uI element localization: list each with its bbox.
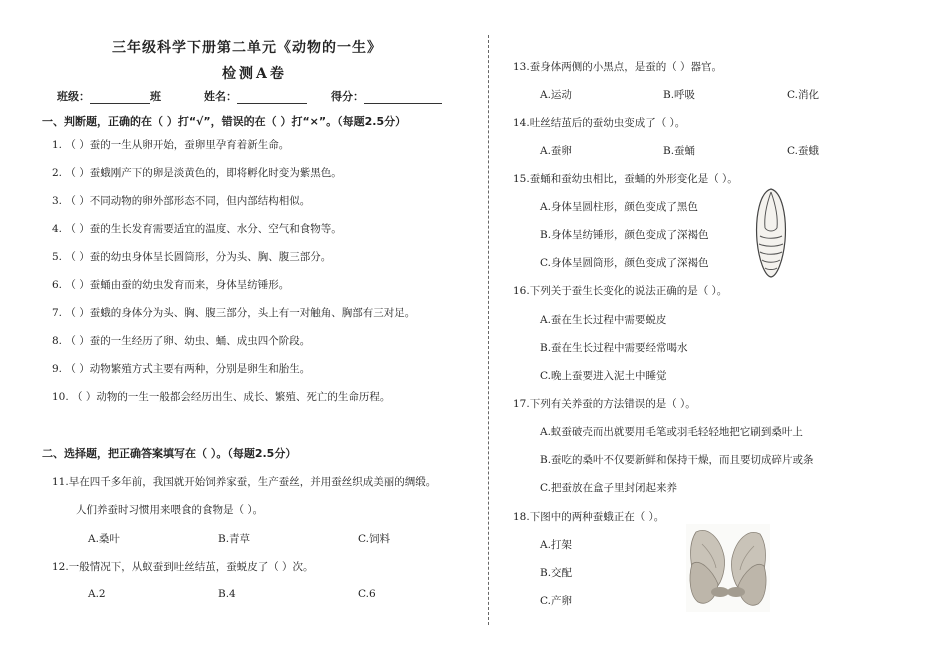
q18-option-a[interactable]: A.打架	[540, 539, 572, 551]
judge-item: 3. （ ）不同动物的卵外部形态不同，但内部结构相似。	[52, 195, 311, 207]
q17-option-a[interactable]: A.蚁蚕破壳而出就要用毛笔或羽毛轻轻地把它刷到桑叶上	[540, 426, 803, 438]
page-title: 三年级科学下册第二单元《动物的一生》	[112, 40, 382, 56]
page-subtitle: 检测A卷	[222, 66, 287, 82]
pupa-illustration	[752, 186, 790, 280]
judge-item: 6. （ ）蚕蛹由蚕的幼虫发育而来，身体呈纺锤形。	[52, 279, 290, 291]
question-12: 12.一般情况下，从蚁蚕到吐丝结茧，蚕蜕皮了（ ）次。	[52, 561, 314, 573]
q11-option-b[interactable]: B.青草	[218, 533, 251, 545]
q18-option-b[interactable]: B.交配	[540, 567, 573, 579]
class-label: 班级： 班	[57, 90, 161, 103]
q18-option-c[interactable]: C.产卵	[540, 595, 572, 607]
q16-option-a[interactable]: A.蚕在生长过程中需要蜕皮	[540, 314, 667, 326]
judge-item: 9. （ ）动物繁殖方式主要有两种，分别是卵生和胎生。	[52, 363, 311, 375]
question-11-prompt: 人们养蚕时习惯用来喂食的食物是（ ）。	[76, 504, 264, 516]
judge-item: 7. （ ）蚕蛾的身体分为头、胸、腹三部分，头上有一对触角、胸部有三对足。	[52, 307, 416, 319]
judge-item: 4. （ ）蚕的生长发育需要适宜的温度、水分、空气和食物等。	[52, 223, 342, 235]
name-label: 姓名：	[204, 88, 307, 104]
q15-option-a[interactable]: A.身体呈圆柱形，颜色变成了黑色	[540, 201, 698, 213]
name-field[interactable]	[237, 91, 307, 104]
q13-option-c[interactable]: C.消化	[787, 89, 819, 101]
section1-heading: 一、判断题，正确的在（ ）打“√”，错误的在（ ）打“×”。（每题2.5分）	[42, 115, 407, 128]
judge-item: 5. （ ）蚕的幼虫身体呈长圆筒形，分为头、胸、腹三部分。	[52, 251, 332, 263]
q13-option-b[interactable]: B.呼吸	[663, 89, 696, 101]
judge-item: 1. （ ）蚕的一生从卵开始，蚕卵里孕育着新生命。	[52, 139, 290, 151]
question-14: 14.吐丝结茧后的蚕幼虫变成了（ ）。	[513, 117, 686, 129]
column-divider	[488, 35, 489, 625]
judge-item: 10. （ ）动物的一生一般都会经历出生、成长、繁殖、死亡的生命历程。	[52, 391, 391, 403]
q17-option-b[interactable]: B.蚕吃的桑叶不仅要新鲜和保持干燥，而且要切成碎片或条	[540, 454, 814, 466]
class-field[interactable]	[90, 91, 150, 104]
question-15: 15.蚕蛹和蚕幼虫相比，蚕蛹的外形变化是（ ）。	[513, 173, 738, 185]
q17-option-c[interactable]: C.把蚕放在盒子里封闭起来养	[540, 482, 677, 494]
judge-item: 8. （ ）蚕的一生经历了卵、幼虫、蛹、成虫四个阶段。	[52, 335, 311, 347]
question-16: 16.下列关于蚕生长变化的说法正确的是（ ）。	[513, 285, 728, 297]
section2-heading: 二、选择题，把正确答案填写在（ ）。（每题2.5分）	[42, 447, 297, 460]
q14-option-b[interactable]: B.蚕蛹	[663, 145, 696, 157]
judge-item: 2. （ ）蚕蛾刚产下的卵是淡黄色的，即将孵化时变为紫黑色。	[52, 167, 342, 179]
q11-option-a[interactable]: A.桑叶	[88, 533, 120, 545]
question-11: 11.早在四千多年前，我国就开始饲养家蚕，生产蚕丝，并用蚕丝织成美丽的绸缎。	[52, 476, 437, 488]
mating-moths-photo	[686, 524, 770, 612]
question-18: 18.下图中的两种蚕蛾正在（ ）。	[513, 511, 665, 523]
question-17: 17.下列有关养蚕的方法错误的是（ ）。	[513, 398, 696, 410]
q15-option-b[interactable]: B.身体呈纺锤形，颜色变成了深褐色	[540, 229, 709, 241]
q11-option-c[interactable]: C.饲料	[358, 533, 390, 545]
score-field[interactable]	[364, 91, 442, 104]
q13-option-a[interactable]: A.运动	[540, 89, 572, 101]
q16-option-c[interactable]: C.晚上蚕要进入泥土中睡觉	[540, 370, 667, 382]
q14-option-c[interactable]: C.蚕蛾	[787, 145, 819, 157]
q15-option-c[interactable]: C.身体呈圆筒形，颜色变成了深褐色	[540, 257, 709, 269]
score-label: 得分：	[331, 88, 442, 104]
q12-option-c[interactable]: C.6	[358, 588, 376, 600]
q16-option-b[interactable]: B.蚕在生长过程中需要经常喝水	[540, 342, 688, 354]
q12-option-a[interactable]: A.2	[88, 588, 106, 600]
q12-option-b[interactable]: B.4	[218, 588, 236, 600]
question-13: 13.蚕身体两侧的小黑点，是蚕的（ ）器官。	[513, 61, 723, 73]
q14-option-a[interactable]: A.蚕卵	[540, 145, 572, 157]
